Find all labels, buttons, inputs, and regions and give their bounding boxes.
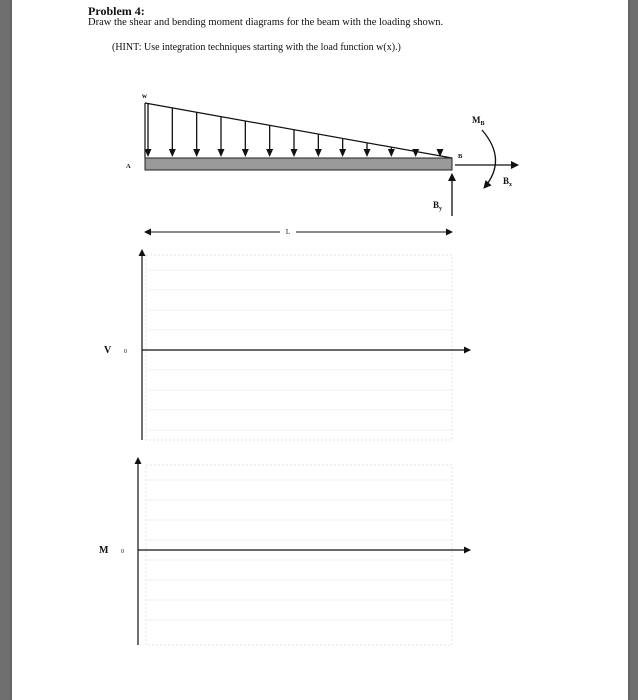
beam bbox=[145, 158, 452, 170]
load-label: w bbox=[142, 92, 148, 100]
shear-axis-label: V bbox=[104, 345, 112, 356]
moment-grid-frame bbox=[146, 465, 452, 645]
shear-plot bbox=[142, 250, 470, 440]
moment-b-label: $M_B$ bbox=[472, 115, 485, 127]
problem-title: Problem 4: bbox=[88, 4, 145, 18]
moment-b-arrow bbox=[482, 130, 496, 188]
shear-grid-frame bbox=[146, 255, 452, 440]
problem-instruction: Draw the shear and bending moment diagrams for the beam with the loading shown. bbox=[88, 17, 444, 28]
load-arrow bbox=[193, 112, 200, 157]
distributed-load bbox=[145, 103, 453, 158]
load-arrow bbox=[291, 130, 298, 157]
load-envelope-line bbox=[145, 103, 452, 158]
load-arrow bbox=[266, 125, 273, 157]
moment-plot bbox=[138, 458, 470, 645]
reaction-bx-label: $B_x$ bbox=[503, 176, 513, 188]
load-arrow bbox=[218, 117, 225, 157]
load-arrow bbox=[242, 121, 249, 157]
load-arrow bbox=[364, 143, 371, 157]
load-arrow bbox=[339, 138, 346, 157]
load-arrow bbox=[169, 108, 176, 157]
load-arrow bbox=[412, 149, 419, 157]
reaction-by-label: $B_y$ bbox=[433, 200, 443, 212]
support-a-label: A bbox=[126, 163, 131, 170]
moment-axis-label: M bbox=[99, 545, 109, 556]
problem-hint: (HINT: Use integration techniques starting with the load function w(x).) bbox=[112, 42, 401, 53]
length-label: L bbox=[285, 228, 291, 236]
shear-origin-label: 0 bbox=[124, 349, 127, 355]
moment-origin-label: 0 bbox=[121, 549, 124, 555]
load-arrow bbox=[315, 134, 322, 157]
load-arrow bbox=[388, 147, 395, 157]
support-b-label: B bbox=[458, 153, 463, 160]
